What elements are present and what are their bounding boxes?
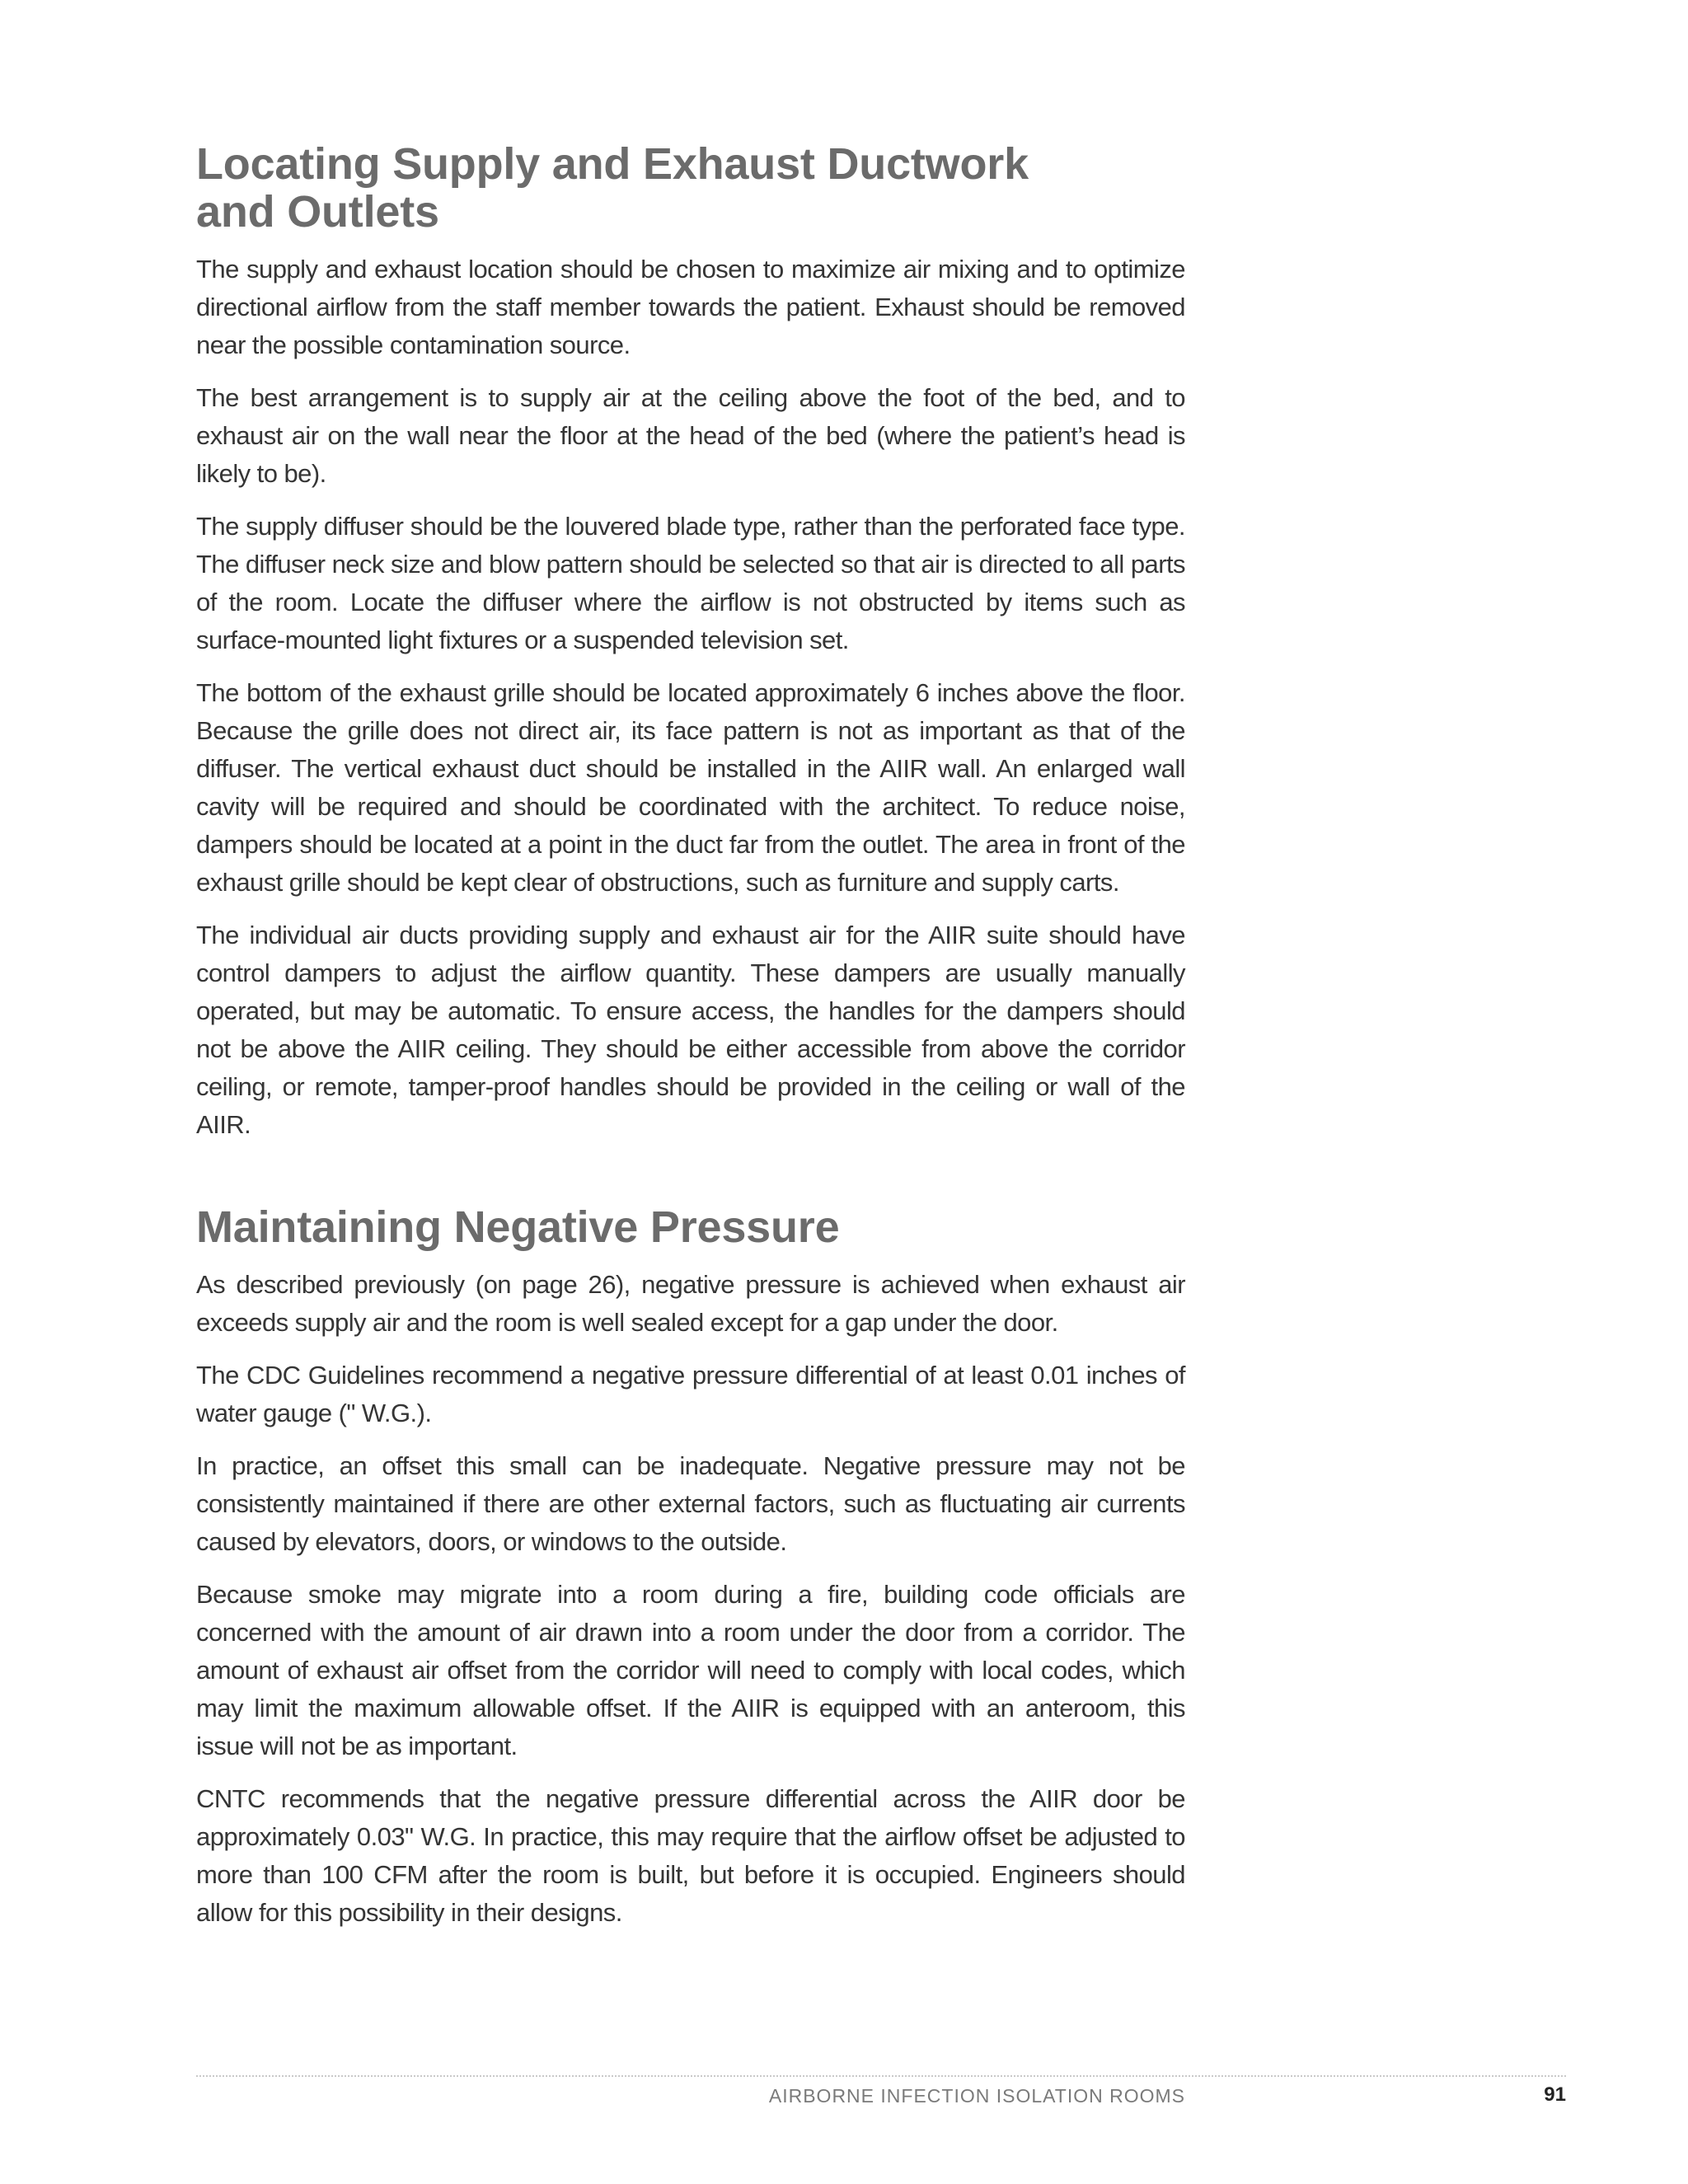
paragraph: CNTC recommends that the negative pressure differential across the AIIR door be approximately 0.03" W.G. In practice, this may require that the airflow offset be adjusted to more than 100 CFM after the room is built, but before it is occupied. Engineers should allow for this possibility in their designs. bbox=[196, 1784, 1185, 1927]
paragraph: As described previously (on page 26), negative pressure is achieved when exhaust air exceeds supply air and the room is well sealed except for a gap under the door. bbox=[196, 1270, 1185, 1337]
paragraph: The bottom of the exhaust grille should be located approximately 6 inches above the floor. Because the grille does not direct air, its face pattern is not as important as that of the diffuser. The vertical exhaust duct should be installed in the AIIR wall. An enlarged wall cavity will be required and should be coordinated with the architect. To reduce noise, dampers should be located at a point in the duct far from the outlet. The area in front of the exhaust grille should be kept clear of obstructions, such as furniture and supply carts. bbox=[196, 678, 1185, 897]
paragraph: The individual air ducts providing supply and exhaust air for the AIIR suite should have control dampers to adjust the airflow quantity. These dampers are usually manually operated, but may be automatic. To ensure access, the handles for the dampers should not be above the AIIR ceiling. They should be either accessible from above the corridor ceiling, or remote, tamper-proof handles should be provided in the ceiling or wall of the AIIR. bbox=[196, 921, 1185, 1139]
page-content bbox=[196, 140, 1185, 1932]
section-negative-pressure bbox=[196, 1203, 1185, 1932]
section-heading: Locating Supply and Exhaust Ductwork and Outlets bbox=[196, 139, 1029, 237]
paragraph: Because smoke may migrate into a room during a fire, building code officials are concerned with the amount of air drawn into a room under the door from a corridor. The amount of exhaust air offset from the corridor will need to comply with local codes, which may limit the maximum allowable offset. If the AIIR is equipped with an anteroom, this issue will not be as important. bbox=[196, 1580, 1185, 1760]
paragraph: The supply and exhaust location should be chosen to maximize air mixing and to optimize directional airflow from the staff member towards the patient. Exhaust should be removed near the possible contamination source. bbox=[196, 255, 1185, 359]
paragraph: The CDC Guidelines recommend a negative pressure differential of at least 0.01 inches of water gauge (" W.G.). bbox=[196, 1361, 1185, 1427]
section-ductwork bbox=[196, 140, 1185, 1144]
footer-divider bbox=[196, 2075, 1566, 2077]
section-heading: Maintaining Negative Pressure bbox=[196, 1202, 840, 1252]
paragraph: The best arrangement is to supply air at the ceiling above the foot of the bed, and to exhaust air on the wall near the floor at the head of the bed (where the patient’s head is likely to be). bbox=[196, 383, 1185, 488]
paragraph: In practice, an offset this small can be inadequate. Negative pressure may not be consistently maintained if there are other external factors, such as fluctuating air currents caused by elevators, doors, or windows to the outside. bbox=[196, 1451, 1185, 1556]
page-number: 91 bbox=[1544, 2083, 1566, 2106]
paragraph: The supply diffuser should be the louvered blade type, rather than the perforated face type. The diffuser neck size and blow pattern should be selected so that air is directed to all parts of the room. Locate the diffuser where the airflow is not obstructed by items such as surface-mounted light fixtures or a suspended television set. bbox=[196, 512, 1185, 654]
footer-title: AIRBORNE INFECTION ISOLATION ROOMS bbox=[768, 2085, 1185, 2107]
